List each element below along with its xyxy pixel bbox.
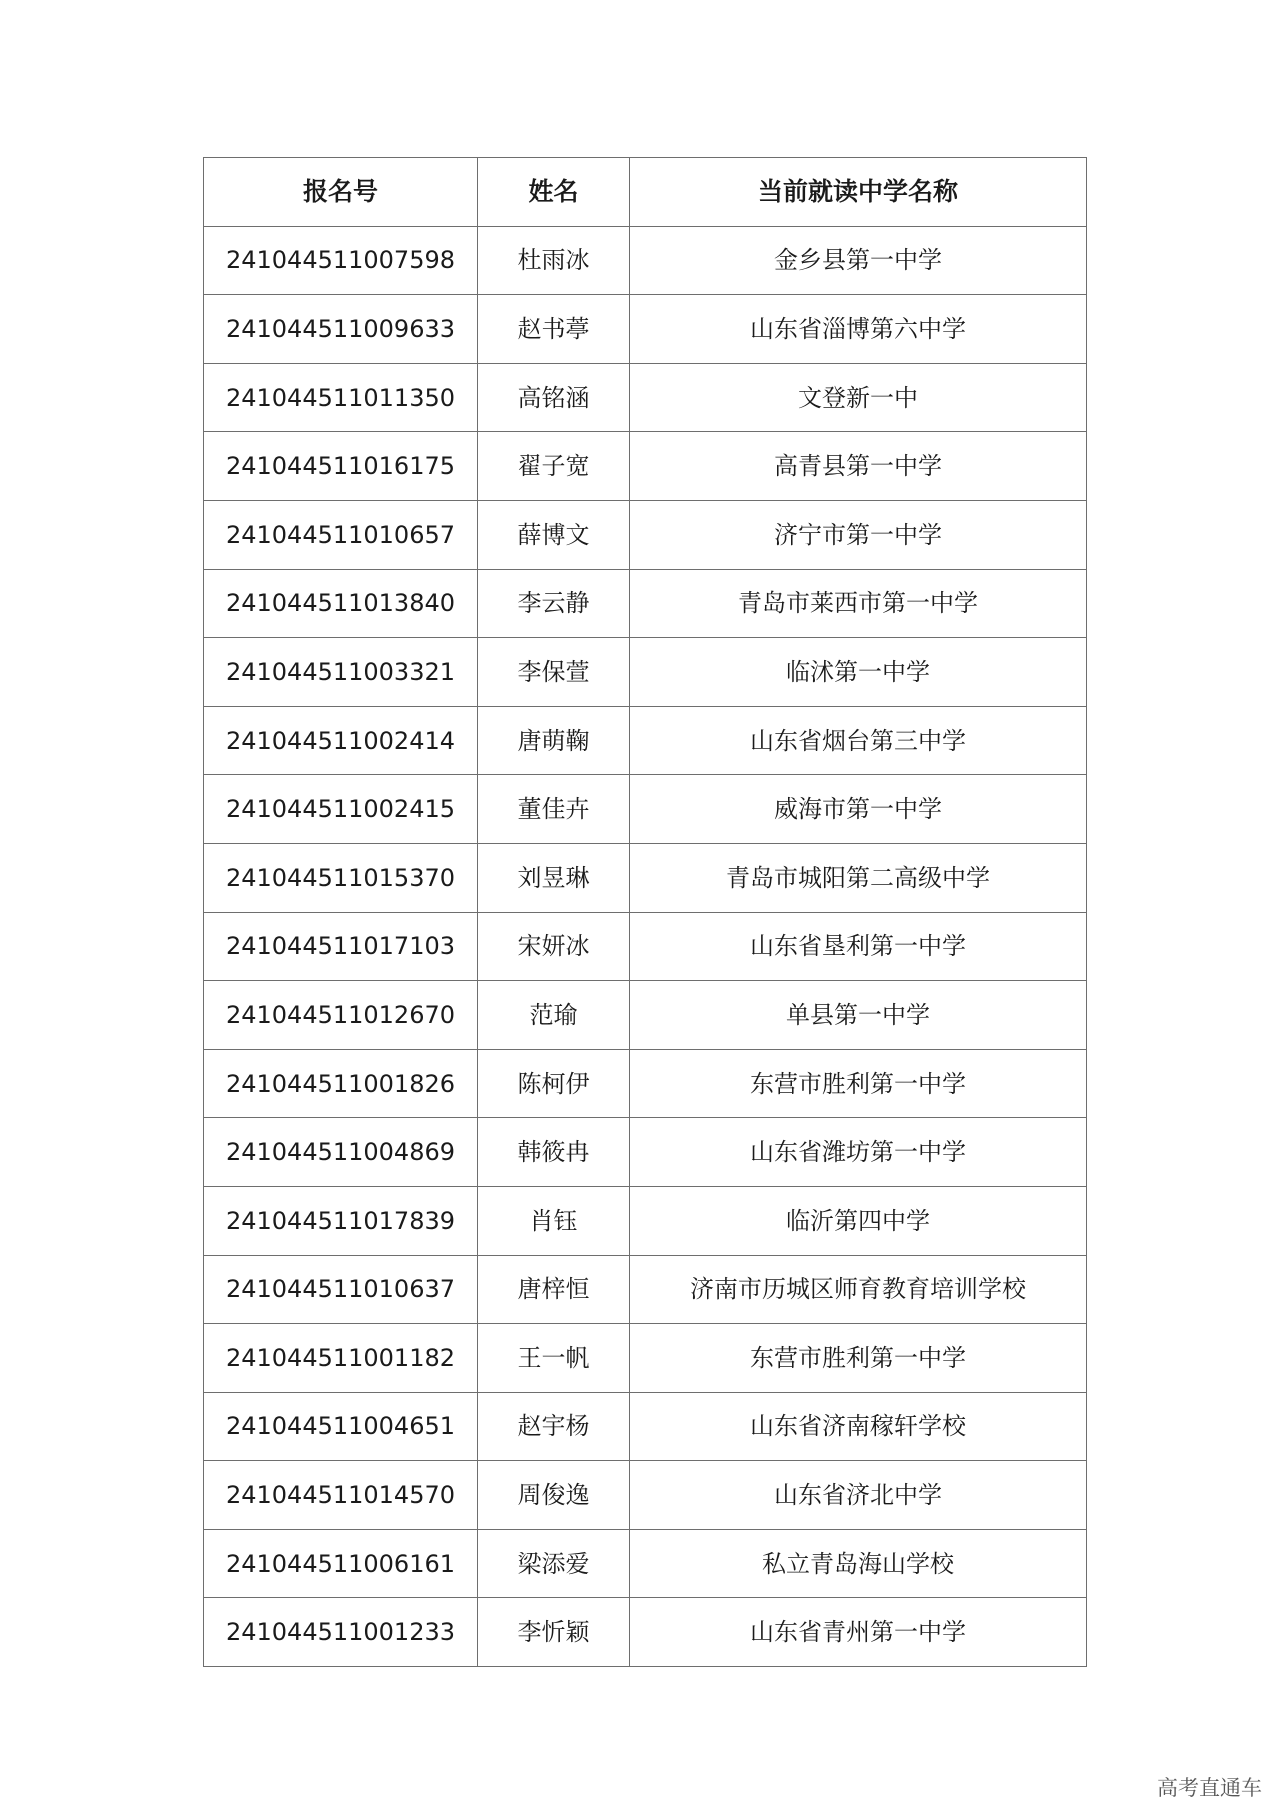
student-name-cell: 赵宇杨 <box>478 1392 630 1461</box>
student-name-cell: 薛博文 <box>478 500 630 569</box>
student-name-cell: 高铭涵 <box>478 363 630 432</box>
table-row <box>204 1598 1087 1667</box>
school-name-cell: 私立青岛海山学校 <box>630 1529 1087 1598</box>
student-name-cell: 刘昱琳 <box>478 843 630 912</box>
school-name-cell: 青岛市莱西市第一中学 <box>630 569 1087 638</box>
student-name-cell: 王一帆 <box>478 1324 630 1393</box>
table-row <box>204 569 1087 638</box>
student-name-cell: 赵书葶 <box>478 295 630 364</box>
school-name-cell: 威海市第一中学 <box>630 775 1087 844</box>
school-name-cell: 山东省潍坊第一中学 <box>630 1118 1087 1187</box>
registration-number-cell: 241044511011350 <box>204 363 478 432</box>
school-name-cell: 山东省垦利第一中学 <box>630 912 1087 981</box>
school-name-cell: 济南市历城区师育教育培训学校 <box>630 1255 1087 1324</box>
school-name-cell: 山东省淄博第六中学 <box>630 295 1087 364</box>
registration-number-cell: 241044511016175 <box>204 432 478 501</box>
table-row <box>204 981 1087 1050</box>
student-name-cell: 杜雨冰 <box>478 226 630 295</box>
student-name-cell: 梁添爱 <box>478 1529 630 1598</box>
table-row <box>204 226 1087 295</box>
registration-number-cell: 241044511017839 <box>204 1186 478 1255</box>
school-name-cell: 山东省济北中学 <box>630 1461 1087 1530</box>
registration-number-cell: 241044511007598 <box>204 226 478 295</box>
registration-number-cell: 241044511009633 <box>204 295 478 364</box>
registration-number-cell: 241044511013840 <box>204 569 478 638</box>
school-name-cell: 高青县第一中学 <box>630 432 1087 501</box>
table-row <box>204 638 1087 707</box>
school-name-cell: 东营市胜利第一中学 <box>630 1324 1087 1393</box>
registration-number-cell: 241044511001826 <box>204 1049 478 1118</box>
school-name-cell: 临沂第四中学 <box>630 1186 1087 1255</box>
table-row <box>204 295 1087 364</box>
table-row <box>204 432 1087 501</box>
student-name-cell: 周俊逸 <box>478 1461 630 1530</box>
school-name-cell: 东营市胜利第一中学 <box>630 1049 1087 1118</box>
registration-number-cell: 241044511003321 <box>204 638 478 707</box>
roster-table <box>203 157 1087 1667</box>
table-row <box>204 1392 1087 1461</box>
student-name-cell: 宋妍冰 <box>478 912 630 981</box>
table-row <box>204 1529 1087 1598</box>
table-body <box>204 226 1087 1666</box>
table-row <box>204 1118 1087 1187</box>
table-row <box>204 843 1087 912</box>
registration-number-cell: 241044511006161 <box>204 1529 478 1598</box>
registration-number-cell: 241044511015370 <box>204 843 478 912</box>
student-name-cell: 韩筱冉 <box>478 1118 630 1187</box>
registration-number-cell: 241044511002414 <box>204 706 478 775</box>
header-registration-number: 报名号 <box>204 158 478 227</box>
student-name-cell: 董佳卉 <box>478 775 630 844</box>
table-row <box>204 363 1087 432</box>
registration-number-cell: 241044511001233 <box>204 1598 478 1667</box>
school-name-cell: 济宁市第一中学 <box>630 500 1087 569</box>
registration-number-cell: 241044511014570 <box>204 1461 478 1530</box>
student-name-cell: 李保萱 <box>478 638 630 707</box>
table-row <box>204 1049 1087 1118</box>
watermark: 高考直通车 <box>1157 1776 1262 1800</box>
table-row <box>204 1186 1087 1255</box>
student-name-cell: 唐梓恒 <box>478 1255 630 1324</box>
school-name-cell: 金乡县第一中学 <box>630 226 1087 295</box>
registration-number-cell: 241044511001182 <box>204 1324 478 1393</box>
table-row <box>204 706 1087 775</box>
student-name-cell: 唐萌鞠 <box>478 706 630 775</box>
table-row <box>204 775 1087 844</box>
student-name-cell: 陈柯伊 <box>478 1049 630 1118</box>
table-row <box>204 1255 1087 1324</box>
school-name-cell: 单县第一中学 <box>630 981 1087 1050</box>
student-name-cell: 翟子宽 <box>478 432 630 501</box>
student-name-cell: 肖钰 <box>478 1186 630 1255</box>
table-header-row <box>204 158 1087 227</box>
registration-number-cell: 241044511010637 <box>204 1255 478 1324</box>
student-name-cell: 李云静 <box>478 569 630 638</box>
registration-number-cell: 241044511004869 <box>204 1118 478 1187</box>
school-name-cell: 文登新一中 <box>630 363 1087 432</box>
table-row <box>204 500 1087 569</box>
registration-number-cell: 241044511002415 <box>204 775 478 844</box>
table-row <box>204 1324 1087 1393</box>
school-name-cell: 山东省济南稼轩学校 <box>630 1392 1087 1461</box>
school-name-cell: 临沭第一中学 <box>630 638 1087 707</box>
registration-number-cell: 241044511012670 <box>204 981 478 1050</box>
school-name-cell: 青岛市城阳第二高级中学 <box>630 843 1087 912</box>
student-name-cell: 李忻颖 <box>478 1598 630 1667</box>
header-name: 姓名 <box>478 158 630 227</box>
student-name-cell: 范瑜 <box>478 981 630 1050</box>
school-name-cell: 山东省烟台第三中学 <box>630 706 1087 775</box>
registration-number-cell: 241044511010657 <box>204 500 478 569</box>
table-row <box>204 1461 1087 1530</box>
registration-number-cell: 241044511017103 <box>204 912 478 981</box>
school-name-cell: 山东省青州第一中学 <box>630 1598 1087 1667</box>
header-school-name: 当前就读中学名称 <box>630 158 1087 227</box>
table-row <box>204 912 1087 981</box>
registration-number-cell: 241044511004651 <box>204 1392 478 1461</box>
